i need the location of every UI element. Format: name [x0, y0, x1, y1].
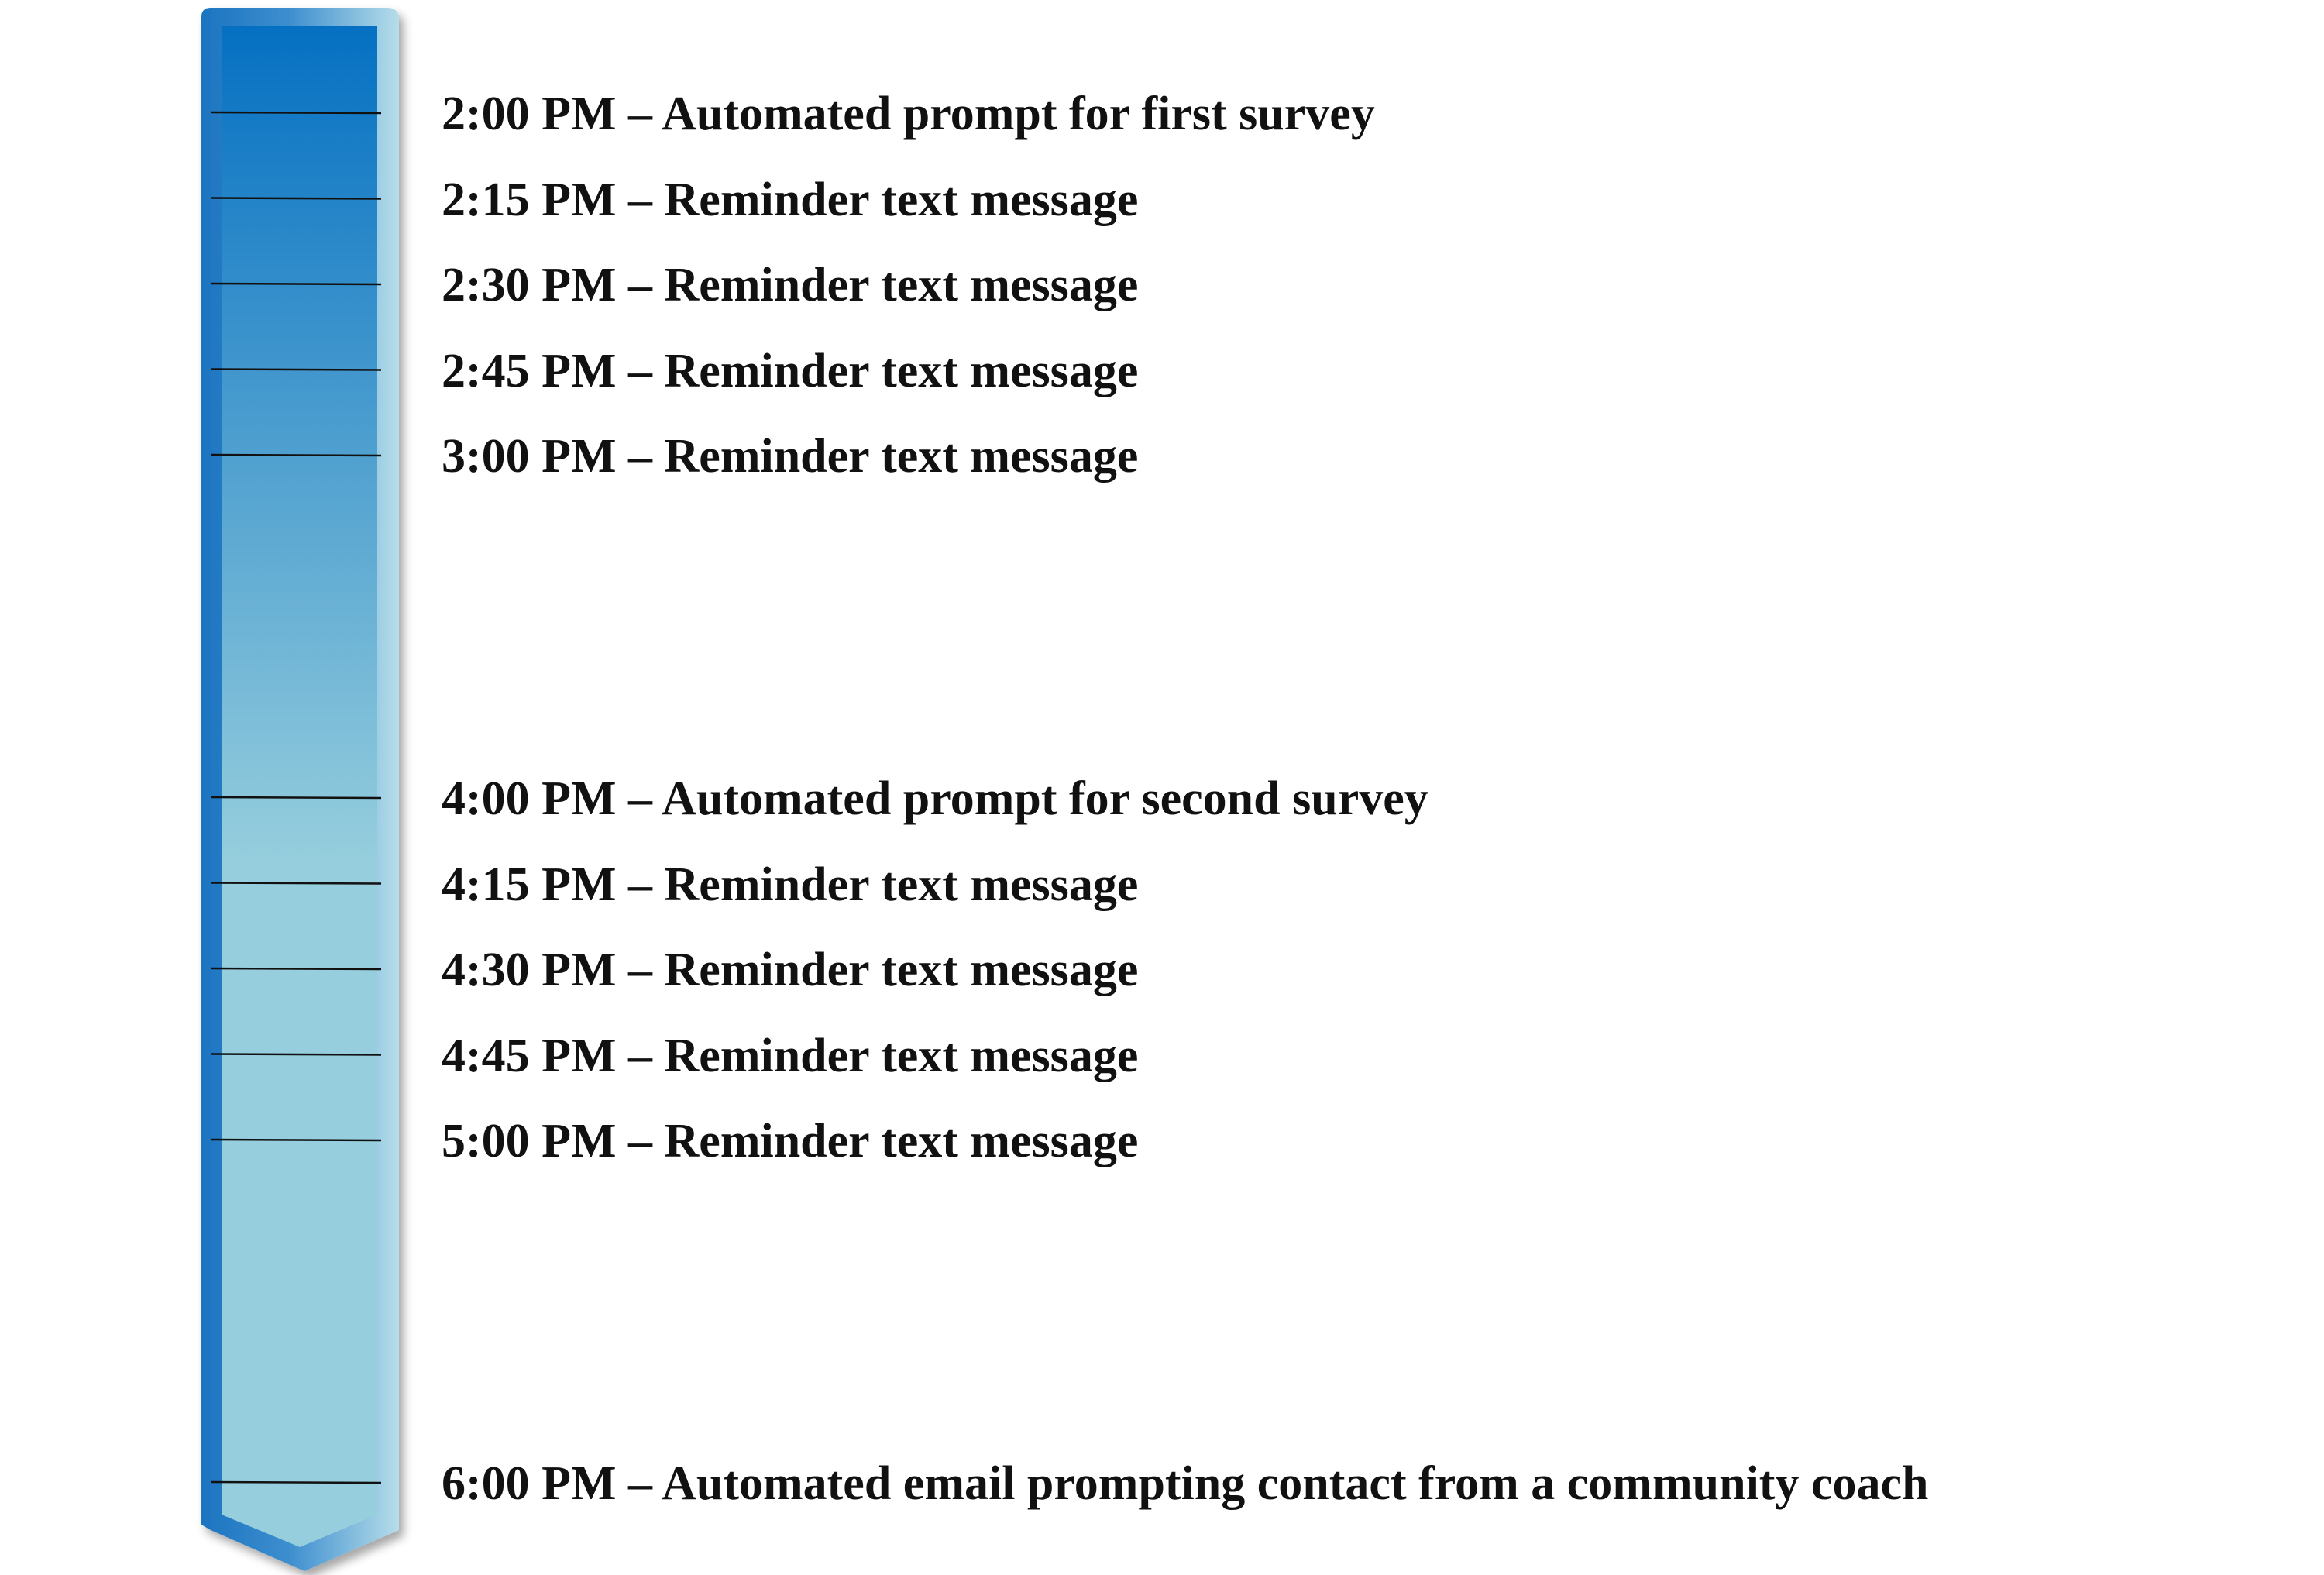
event-label: 2:30 PM – Reminder text message [442, 259, 1139, 311]
tick-mark [211, 112, 381, 113]
tick-mark [211, 797, 381, 798]
timeline-arrow-body [222, 26, 377, 1547]
event-label: 4:15 PM – Reminder text message [442, 858, 1139, 911]
event-label: 2:00 PM – Automated prompt for first survey [442, 88, 1375, 140]
tick-mark [211, 883, 381, 884]
tick-mark [211, 455, 381, 456]
event-label: 2:45 PM – Reminder text message [442, 344, 1139, 397]
tick-mark [211, 968, 381, 969]
event-label: 2:15 PM – Reminder text message [442, 173, 1139, 226]
tick-mark [211, 1482, 381, 1483]
tick-mark [211, 198, 381, 199]
event-label: 3:00 PM – Reminder text message [442, 430, 1139, 483]
event-label: 4:45 PM – Reminder text message [442, 1029, 1139, 1082]
tick-mark [211, 1054, 381, 1055]
event-label: 5:00 PM – Reminder text message [442, 1115, 1139, 1167]
event-label: 4:30 PM – Reminder text message [442, 944, 1139, 996]
event-label: 4:00 PM – Automated prompt for second survey [442, 772, 1428, 825]
event-label: 6:00 PM – Automated email prompting contact from a community coach [442, 1457, 1929, 1510]
